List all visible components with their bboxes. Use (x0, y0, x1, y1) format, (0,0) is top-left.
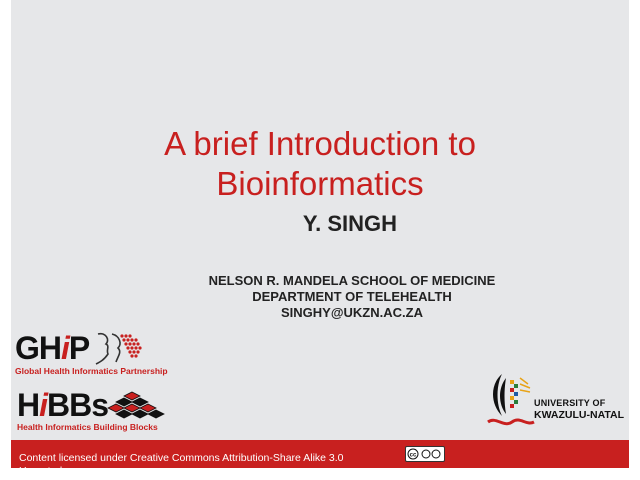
hibbs-wordmark: HiBBs (17, 387, 109, 423)
ghip-tagline: Global Health Informatics Partnership (15, 366, 168, 376)
hibbs-tagline: Health Informatics Building Blocks (17, 422, 158, 432)
ukzn-wordmark (534, 398, 624, 421)
license-text: Content licensed under Creative Commons Attribution-Share Alike 3.0 Unported (19, 452, 344, 477)
ghip-logo (15, 330, 168, 376)
faces-icon (92, 330, 146, 366)
ukzn-line-1: UNIVERSITY OF (534, 398, 606, 408)
affiliation-email: SINGHY@UKZN.AC.ZA (281, 305, 423, 320)
footer-bar (11, 440, 629, 477)
ukzn-logo (482, 370, 632, 434)
slide-title (60, 124, 580, 204)
ukzn-crest-icon (482, 370, 538, 434)
svg-text:cc: cc (409, 452, 417, 459)
building-blocks-icon (112, 390, 160, 420)
title-line-1: A brief Introduction to (164, 125, 476, 162)
affiliation-department: DEPARTMENT OF TELEHEALTH (252, 289, 452, 304)
ghip-wordmark: GHiP (15, 330, 90, 366)
title-line-2: Bioinformatics (216, 165, 424, 202)
creative-commons-badge-icon[interactable] (405, 446, 445, 462)
affiliation-school: NELSON R. MANDELA SCHOOL OF MEDICINE (208, 273, 496, 288)
hibbs-logo (17, 388, 160, 432)
author-name: Y. SINGH (302, 211, 398, 236)
ukzn-line-2: KWAZULU-NATAL (534, 409, 625, 421)
affiliation-block (150, 273, 554, 321)
